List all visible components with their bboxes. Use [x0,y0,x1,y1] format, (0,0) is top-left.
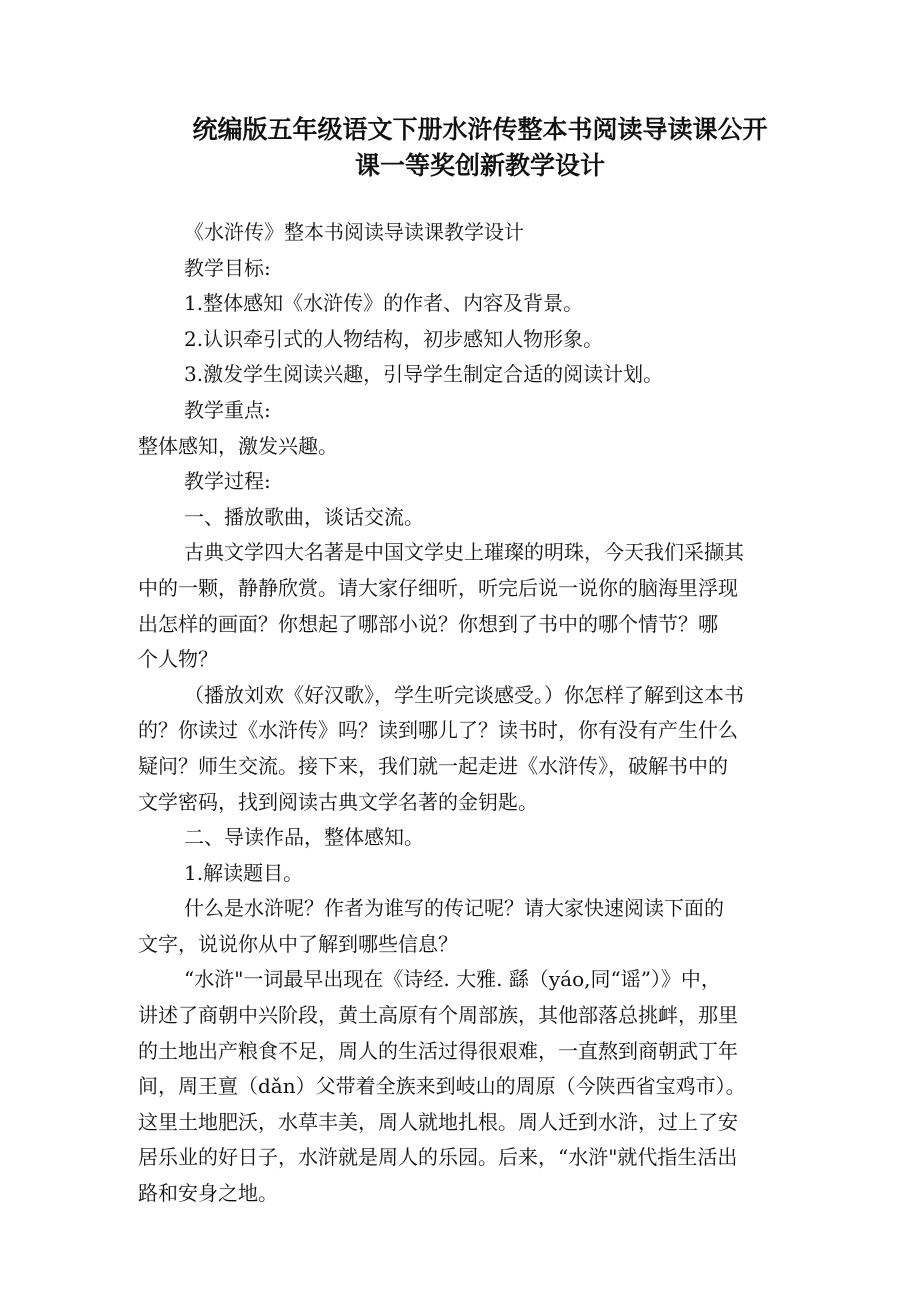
section-heading: 二、导读作品，整体感知。 [184,825,424,850]
paragraph-line: 这里土地肥沃，水草丰美，周人就地扎根。周人迁到水浒，过上了安 [138,1109,738,1134]
paragraph-line: 文学密码，找到阅读古典文学名著的金钥匙。 [138,789,538,814]
paragraph-line: 疑问？师生交流。接下来，我们就一起走进《水浒传》，破解书中的 [138,753,728,778]
list-item: 2.认识牵引式的人物结构，初步感知人物形象。 [184,326,604,351]
paragraph-line: 文字，说说你从中了解到哪些信息？ [138,931,458,956]
section-label: 教学重点: [184,397,271,422]
list-item: 1.整体感知《水浒传》的作者、内容及背景。 [184,291,584,316]
paragraph-line: 居乐业的好日子，水浒就是周人的乐园。后来，“水浒"就代指生活出 [138,1145,738,1170]
list-item: 1.解读题目。 [184,860,304,885]
list-item: 3.激发学生阅读兴趣，引导学生制定合适的阅读计划。 [184,362,664,387]
section-label: 教学过程: [184,469,271,494]
paragraph-line: 什么是水浒呢？作者为谁写的传记呢？请大家快速阅读下面的 [184,896,724,921]
paragraph-line: 个人物？ [138,647,218,672]
paragraph-line: 古典文学四大名著是中国文学史上璀璨的明珠，今天我们采撷其 [184,540,744,565]
paragraph-line: 中的一颗，静静欣赏。请大家仔细听，听完后说一说你的脑海里浮现 [138,575,738,600]
document-body [138,215,788,1212]
paragraph-line: 的？你读过《水浒传》吗？读到哪儿了？读书时，你有没有产生什么 [138,718,738,743]
paragraph-line: “水浒"一词最早出现在《诗经. 大雅. 繇（yáo,同“谣”）》中， [184,967,721,992]
title-line: 课一等奖创新教学设计 [354,151,605,180]
paragraph-line: 出怎样的画面？你想起了哪部小说？你想到了书中的哪个情节？哪 [138,611,718,636]
section-label: 教学目标: [184,255,271,280]
section-heading: 一、播放歌曲，谈话交流。 [184,504,424,529]
section-heading: 《水浒传》整本书阅读导读课教学设计 [184,220,524,244]
paragraph-line: 整体感知，激发兴趣。 [138,433,338,458]
paragraph-line: 的土地出产粮食不足，周人的生活过得很艰难，一直熬到商朝武丁年 [138,1038,738,1063]
paragraph-line: （播放刘欢《好汉歌》，学生听完谈感受。）你怎样了解到这本书 [184,682,744,707]
paragraph-line: 间，周王亶（dǎn）父带着全族来到岐山的周原（今陕西省宝鸡市）。 [138,1074,746,1099]
paragraph-line: 讲述了商朝中兴阶段，黄土高原有个周部族，其他部落总挑衅，那里 [138,1003,738,1028]
paragraph-line: 路和安身之地。 [138,1181,278,1206]
title-line: 统编版五年级语文下册水浒传整本书阅读导读课公开 [192,115,768,144]
document-title [140,112,820,184]
